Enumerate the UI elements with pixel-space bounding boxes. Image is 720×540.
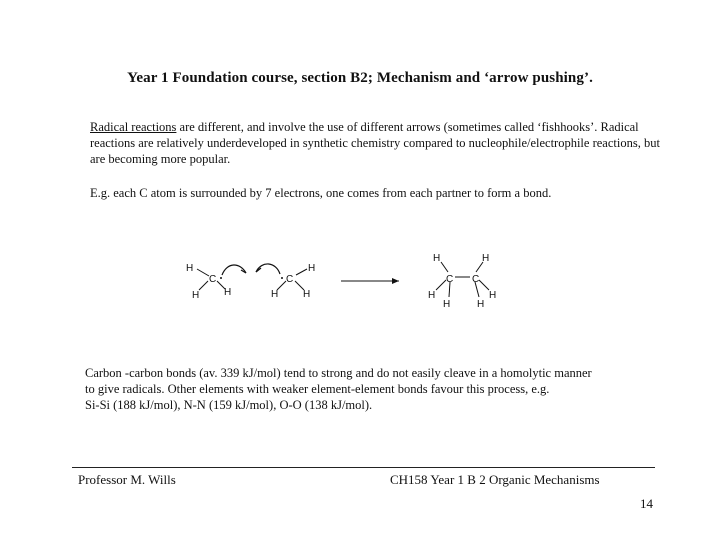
- atom-label-h: H: [428, 290, 436, 301]
- radical-reactions-term: Radical reactions: [90, 120, 177, 134]
- page-title: Year 1 Foundation course, section B2; Mechanism and ‘arrow pushing’.: [127, 70, 593, 86]
- atom-label-h: H: [303, 289, 311, 300]
- atom-label-c: C: [209, 274, 217, 285]
- radical-reactions-text: are different, and involve the use of different arrows (sometimes called ‘fishhooks’. Radical reactions are relatively underdeveloped in synthetic chemistry compared to nucleophile/electrophile reactions, but are becoming more popular.: [90, 120, 660, 166]
- atom-label-h: H: [271, 289, 279, 300]
- electron-example-paragraph: E.g. each C atom is surrounded by 7 electrons, one comes from each partner to form a bond.: [90, 186, 552, 200]
- atom-label-h: H: [443, 299, 451, 310]
- atom-label-h: H: [192, 290, 200, 301]
- footer-author: Professor M. Wills: [78, 472, 176, 487]
- bond: [197, 269, 209, 276]
- atom-label-h: H: [224, 287, 232, 298]
- ethane-product: [428, 253, 496, 310]
- left-methyl-radical: [186, 263, 231, 301]
- radical-electron-dot: [281, 277, 283, 279]
- bond: [441, 262, 448, 272]
- bond-strength-line: Carbon -carbon bonds (av. 339 kJ/mol) tend to strong and do not easily cleave in a homolytic manner: [85, 366, 592, 380]
- bond: [436, 280, 446, 290]
- radical-electron-dot: [220, 277, 222, 279]
- atom-label-c: C: [286, 274, 294, 285]
- fishhook-arrow-left: [222, 265, 246, 275]
- footer-course: CH158 Year 1 B 2 Organic Mechanisms: [390, 472, 600, 487]
- footer-divider: [72, 467, 655, 468]
- atom-label-h: H: [482, 253, 490, 264]
- bond-strength-line: to give radicals. Other elements with weaker element-element bonds favour this process, e.g.: [85, 382, 550, 396]
- atom-label-c: C: [472, 274, 480, 285]
- bond: [479, 280, 489, 290]
- atom-label-h: H: [308, 263, 316, 274]
- atom-label-h: H: [477, 299, 485, 310]
- atom-label-h: H: [186, 263, 194, 274]
- bond: [199, 281, 208, 290]
- bond: [277, 281, 286, 290]
- bond-strength-line: Si-Si (188 kJ/mol), N-N (159 kJ/mol), O-O (138 kJ/mol).: [85, 398, 373, 412]
- bond-strength-paragraph: [85, 365, 685, 413]
- atom-label-h: H: [489, 290, 497, 301]
- atom-label-c: C: [446, 274, 454, 285]
- atom-label-h: H: [433, 253, 441, 264]
- page-number: 14: [640, 496, 653, 511]
- bond: [296, 269, 307, 275]
